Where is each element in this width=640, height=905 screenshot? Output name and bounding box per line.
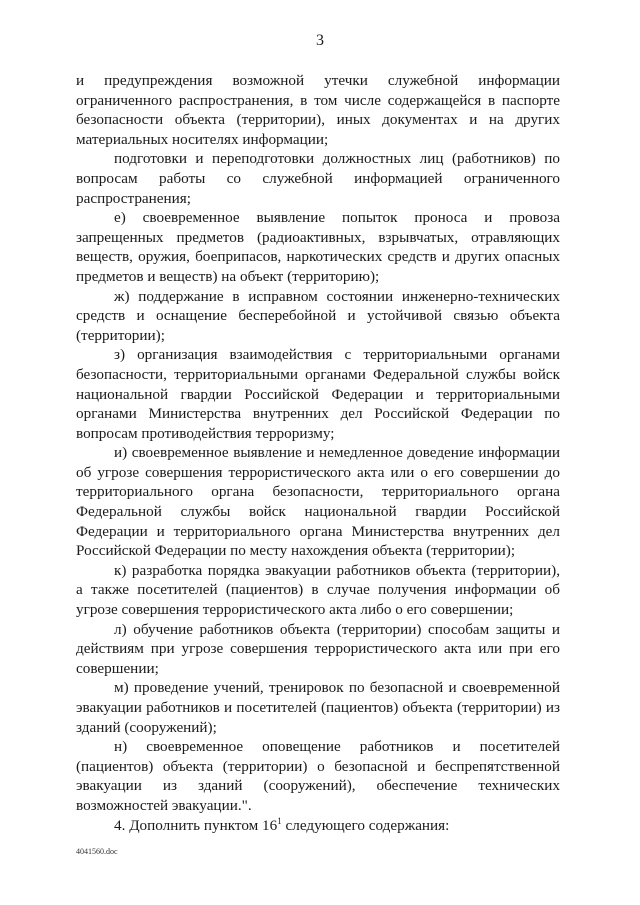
item-4-text: 4. Дополнить пунктом 16: [114, 816, 278, 834]
paragraph-item-k: к) разработка порядка эвакуации работников объекта (территории), а также посетителей (пациентов) в случае получения информации об угрозе совершения террористического акта либо о его совершении;: [76, 561, 560, 619]
paragraph-item-e: е) своевременное выявление попыток проноса и провоза запрещенных предметов (радиоактивных, взрывчатых, отравляющих веществ, оружия, боеприпасов, наркотических средств и других опасных предметов и веществ) на объект (территорию);: [76, 209, 560, 285]
paragraph-item-4: [76, 816, 560, 836]
paragraph-item-n: н) своевременное оповещение работников и посетителей (пациентов) объекта (территории) о безопасной и беспрепятственной эвакуации из зданий (сооружений), обеспечение технических возможностей эвакуации.".: [76, 738, 560, 814]
paragraph-item-z: з) организация взаимодействия с территориальными органами безопасности, территориальными органами Федеральной службы войск национальной гвардии Российской Федерации и территориальными органами Министерства внутренних дел Российской Федерации по вопросам противодействия терроризму;: [76, 346, 560, 442]
paragraph-item-zh: ж) поддержание в исправном состоянии инженерно-технических средств и оснащение бесперебойной и устойчивой связью объекта (территории);: [76, 287, 560, 344]
paragraph-continuation: и предупреждения возможной утечки служебной информации ограниченного распространения, в том числе содержащейся в паспорте безопасности объекта (территории), иных документах и на других материальных носителях информации;: [76, 72, 560, 148]
item-4-text-end: следующего содержания:: [281, 816, 450, 834]
paragraph-item-m: м) проведение учений, тренировок по безопасной и своевременной эвакуации работников и посетителей (пациентов) объекта (территории) из зданий (сооружений);: [76, 679, 560, 736]
footer-filename: 4041560.doc: [76, 847, 118, 856]
paragraph-item-i: и) своевременное выявление и немедленное доведение информации об угрозе совершения террористического акта или о его совершении до территориального органа безопасности, территориального органа Федеральной службы войск национальной гвардии Российской Федерации и территориального органа Министерства внутренних дел Российской Федерации по месту нахождения объекта (территории);: [76, 444, 560, 560]
page-number: 3: [316, 32, 324, 49]
document-body: [76, 71, 560, 835]
item-4-superscript: 1: [277, 815, 282, 826]
paragraph-training: подготовки и переподготовки должностных лиц (работников) по вопросам работы со служебной информацией ограниченного распространения;: [76, 150, 560, 207]
paragraph-item-l: л) обучение работников объекта (территории) способам защиты и действиям при угрозе совершения террористического акта или при его совершении;: [76, 620, 560, 677]
